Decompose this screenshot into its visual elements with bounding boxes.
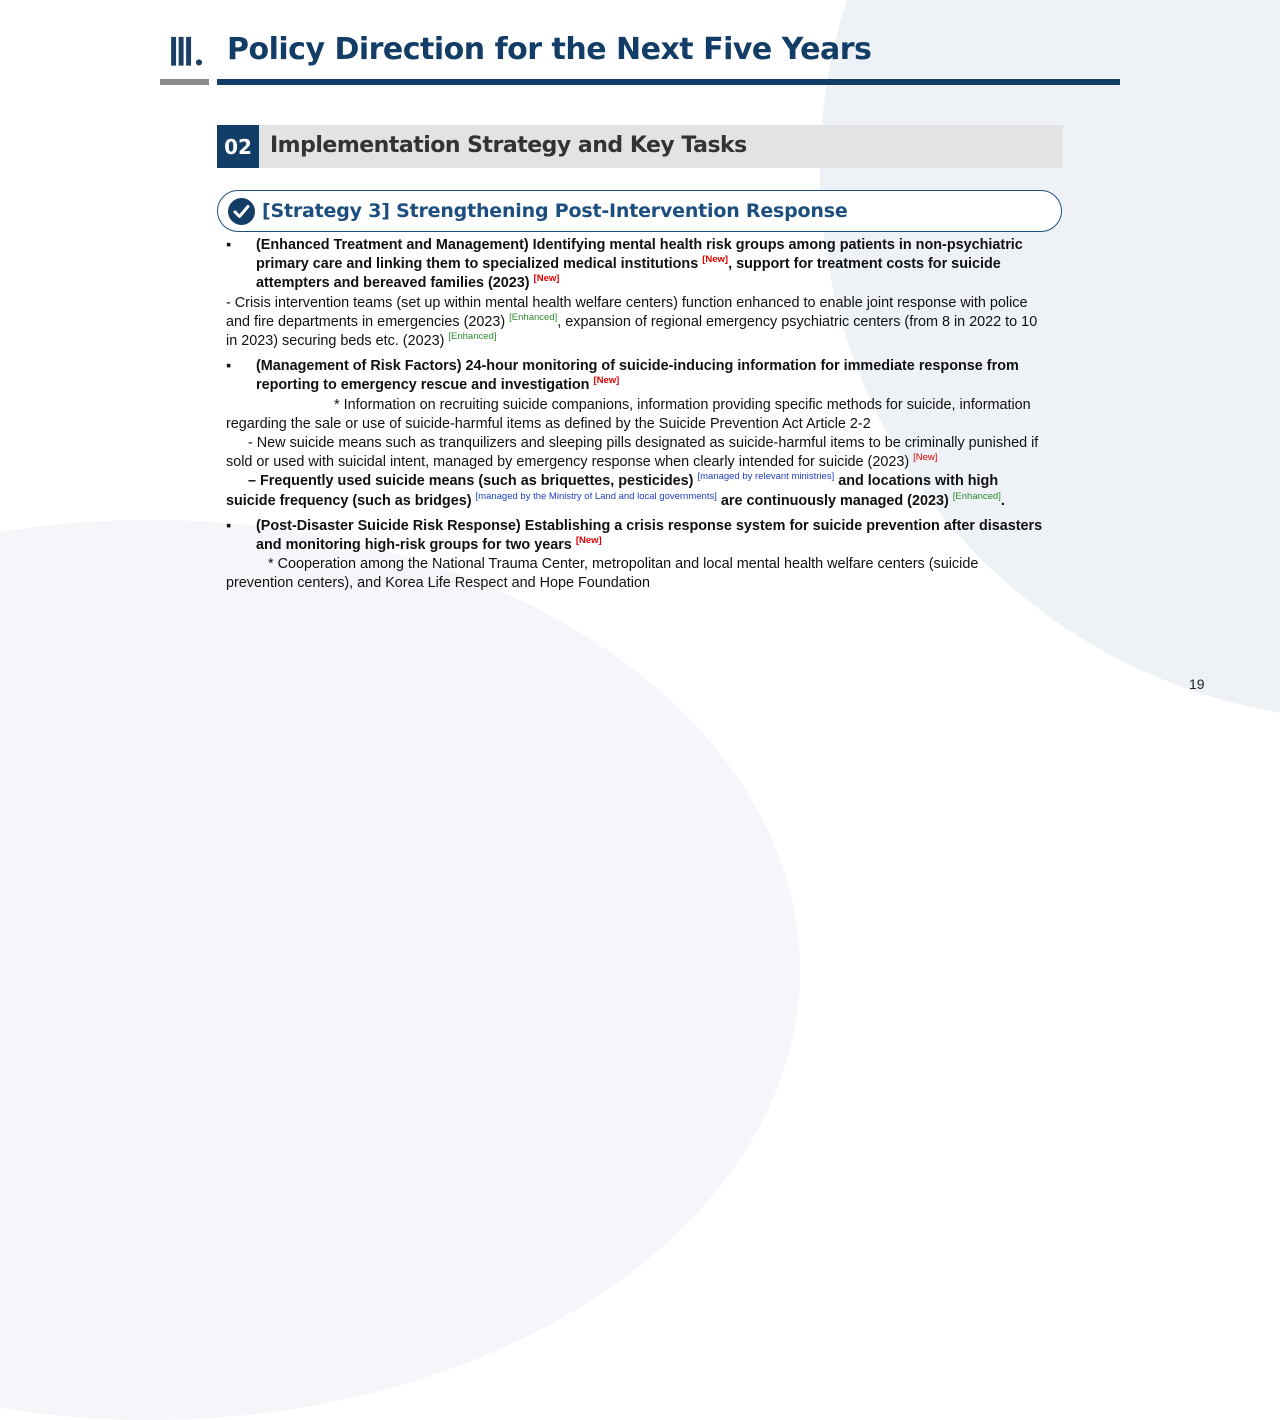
enhanced-tag: [Enhanced]	[448, 331, 497, 343]
detail-cooperation-note	[226, 555, 1044, 593]
detail-text: - New suicide means such as tranquilizers and sleeping pills designated as suicide-harmful items to be criminally punished if sold or used with suicidal intent, managed by emergency response when clearly intended for suicide (2023)	[226, 435, 1039, 471]
enhanced-tag: [Enhanced]	[509, 311, 558, 323]
bullet-text: (Enhanced Treatment and Management) Identifying mental health risk groups among patients in non-psychiatric primary care and linking them to specialized medical institutions	[256, 237, 1023, 273]
bullet-mark: ▪	[226, 237, 232, 253]
new-tag: [New]	[575, 535, 602, 547]
bullet-enhanced-treatment	[226, 236, 1044, 294]
bullet-post-disaster	[226, 517, 1044, 555]
title-rule-navy	[217, 79, 1120, 85]
bullet-risk-factors	[226, 357, 1044, 395]
detail-text: * Cooperation among the National Trauma Center, metropolitan and local mental health welfare centers (suicide prevention centers), and Korea Life Respect and Hope Foundation	[226, 556, 979, 592]
new-tag: [New]	[593, 375, 620, 387]
bullet-text: (Post-Disaster Suicide Risk Response) Establishing a crisis response system for suicide prevention after disasters and monitoring high-risk groups for two years	[256, 517, 1043, 554]
detail-new-suicide-means	[226, 434, 1044, 472]
detail-text: - Crisis intervention teams (set up within mental health welfare centers) function enhanced to enable joint response with police and fire departments in emergencies (2023)	[226, 294, 1028, 330]
detail-text: – Frequently used suicide means (such as briquettes, pesticides)	[248, 473, 698, 490]
ministry-tag: [managed by relevant ministries]	[697, 471, 835, 483]
detail-text: .	[1000, 492, 1005, 509]
section-number: 02	[217, 125, 259, 168]
new-tag: [New]	[913, 452, 938, 464]
page-number: 19	[1189, 676, 1205, 692]
bullet-mark: ▪	[226, 358, 232, 375]
detail-text: * Information on recruiting suicide companions, information providing specific methods for suicide, information regarding the sale or use of suicide-harmful items as defined by the Suicide Prevention Act Article 2-2	[226, 396, 1031, 432]
detail-frequent-means	[226, 472, 1044, 510]
detail-text: are continuously managed (2023)	[716, 492, 953, 509]
check-circle-icon	[228, 198, 255, 225]
bullet-text: (Management of Risk Factors) 24-hour monitoring of suicide-inducing information for immediate response from reporting to emergency rescue and investigation	[256, 358, 1019, 394]
bullet-text: , support for treatment costs for suicide attempters and bereaved families (2023)	[256, 256, 1001, 292]
chapter-numeral: Ⅲ.	[168, 32, 204, 74]
detail-info-note	[226, 396, 1044, 434]
title-rule-gray	[160, 79, 209, 85]
detail-crisis-intervention	[226, 294, 1044, 352]
strategy-header	[217, 190, 1062, 232]
detail-text: and locations with high suicide frequency (such as bridges)	[226, 473, 999, 509]
new-tag: [New]	[533, 273, 560, 285]
section-title: Implementation Strategy and Key Tasks	[270, 133, 747, 158]
detail-text: , expansion of regional emergency psychiatric centers (from 8 in 2022 to 10 in 2023) securing beds etc. (2023)	[226, 313, 1038, 350]
section-header	[217, 125, 1063, 168]
page-title: Policy Direction for the Next Five Years	[227, 32, 872, 67]
enhanced-tag: [Enhanced]	[952, 490, 1001, 502]
ministry-tag: [managed by the Ministry of Land and local governments]	[475, 490, 717, 502]
new-tag: [New]	[702, 254, 729, 266]
bullet-mark: ▪	[226, 517, 232, 534]
content-body	[226, 236, 1044, 594]
strategy-title: [Strategy 3] Strengthening Post-Intervention Response	[262, 200, 848, 222]
